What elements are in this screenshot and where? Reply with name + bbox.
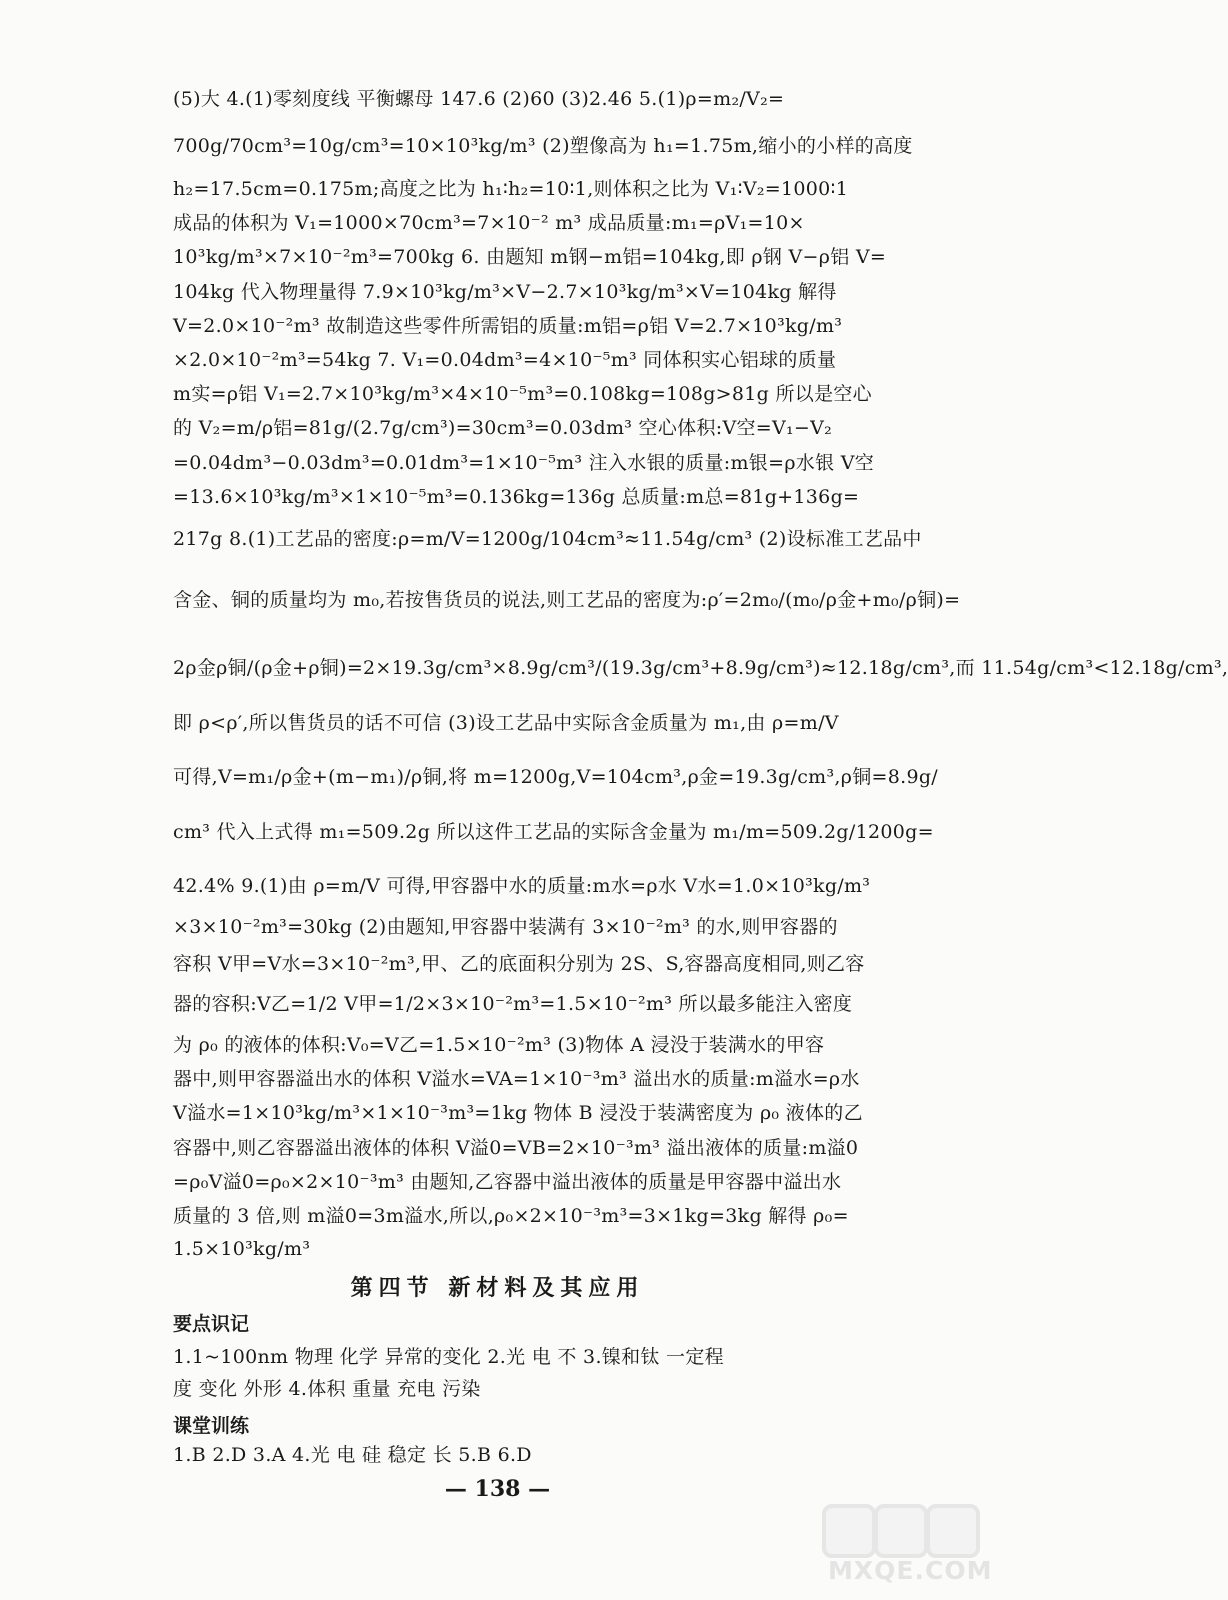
watermark [822,1500,993,1590]
text-line: 即 ρ<ρ′,所以售货员的话不可信 (3)设工艺品中实际含金质量为 m₁,由 ρ=m/V [173,712,839,734]
watermark-site: MXQE.COM [828,1556,993,1585]
text-line: 含金、铜的质量均为 m₀,若按售货员的说法,则工艺品的密度为:ρ′=2m₀/(m₀/ρ金+m₀/ρ铜)= [173,589,961,611]
text-line: ×3×10⁻²m³=30kg (2)由题知,甲容器中装满有 3×10⁻²m³ 的水,则甲容器的 [173,916,838,938]
page-number: — 138 — [444,1476,551,1502]
text-line: 器的容积:V乙=1/2 V甲=1/2×3×10⁻²m³=1.5×10⁻²m³ 所以最多能注入密度 [173,993,853,1015]
text-line: 器中,则甲容器溢出水的体积 V溢水=VA=1×10⁻³m³ 溢出水的质量:m溢水=ρ水 [173,1068,860,1090]
watermark-logo [822,1500,982,1556]
text-line: m实=ρ铝 V₁=2.7×10³kg/m³×4×10⁻⁵m³=0.108kg=108g>81g 所以是空心 [173,383,872,405]
text-line: 10³kg/m³×7×10⁻²m³=700kg 6. 由题知 m钢−m铝=104kg,即 ρ钢 V−ρ铝 V= [173,246,887,268]
text-line: 217g 8.(1)工艺品的密度:ρ=m/V=1200g/104cm³≈11.54g/cm³ (2)设标准工艺品中 [173,528,922,550]
text-line: 为 ρ₀ 的液体的体积:V₀=V乙=1.5×10⁻²m³ (3)物体 A 浸没于装满水的甲容 [173,1034,825,1056]
text-line: 可得,V=m₁/ρ金+(m−m₁)/ρ铜,将 m=1200g,V=104cm³,ρ金=19.3g/cm³,ρ铜=8.9g/ [173,766,939,788]
text-line: 质量的 3 倍,则 m溢0=3m溢水,所以,ρ₀×2×10⁻³m³=3×1kg=3kg 解得 ρ₀= [173,1205,849,1227]
text-line: 成品的体积为 V₁=1000×70cm³=7×10⁻² m³ 成品质量:m₁=ρV₁=10× [173,212,805,234]
text-line: 42.4% 9.(1)由 ρ=m/V 可得,甲容器中水的质量:m水=ρ水 V水=1.0×10³kg/m³ [173,875,871,897]
text-line: V溢水=1×10³kg/m³×1×10⁻³m³=1kg 物体 B 浸没于装满密度为 ρ₀ 液体的乙 [173,1102,863,1124]
text-line: 1.5×10³kg/m³ [173,1238,311,1260]
text-line: =0.04dm³−0.03dm³=0.01dm³=1×10⁻⁵m³ 注入水银的质量:m银=ρ水银 V空 [173,452,875,474]
text-line: 度 变化 外形 4.体积 重量 充电 污染 [173,1378,481,1400]
text-line: 104kg 代入物理量得 7.9×10³kg/m³×V−2.7×10³kg/m³×V=104kg 解得 [173,281,837,303]
text-line: 1.1~100nm 物理 化学 异常的变化 2.光 电 不 3.镍和钛 一定程 [173,1346,724,1368]
watermark-logo-tile [822,1504,876,1558]
text-line: 的 V₂=m/ρ铝=81g/(2.7g/cm³)=30cm³=0.03dm³ 空心体积:V空=V₁−V₂ [173,417,833,439]
text-line: (5)大 4.(1)零刻度线 平衡螺母 147.6 (2)60 (3)2.46 5.(1)ρ=m₂/V₂= [173,88,785,110]
text-line: 1.B 2.D 3.A 4.光 电 硅 稳定 长 5.B 6.D [173,1444,532,1466]
subsection-label-classroom-training: 课堂训练 [173,1415,250,1437]
watermark-logo-tile [926,1504,980,1558]
text-line: ×2.0×10⁻²m³=54kg 7. V₁=0.04dm³=4×10⁻⁵m³ 同体积实心铝球的质量 [173,349,837,371]
text-line: =ρ₀V溢0=ρ₀×2×10⁻³m³ 由题知,乙容器中溢出液体的质量是甲容器中溢出水 [173,1171,842,1193]
text-line: h₂=17.5cm=0.175m;高度之比为 h₁∶h₂=10∶1,则体积之比为 V₁∶V₂=1000∶1 [173,178,849,200]
text-line: 2ρ金ρ铜/(ρ金+ρ铜)=2×19.3g/cm³×8.9g/cm³/(19.3g/cm³+8.9g/cm³)≈12.18g/cm³,而 11.54g/cm³<12.18g/cm³, [173,657,1228,679]
subsection-label-key-points: 要点识记 [173,1313,250,1335]
text-line: 700g/70cm³=10g/cm³=10×10³kg/m³ (2)塑像高为 h₁=1.75m,缩小的小样的高度 [173,135,913,157]
section-heading: 第四节 新材料及其应用 [350,1275,645,1301]
text-line: =13.6×10³kg/m³×1×10⁻⁵m³=0.136kg=136g 总质量:m总=81g+136g= [173,486,860,508]
text-line: cm³ 代入上式得 m₁=509.2g 所以这件工艺品的实际含金量为 m₁/m=509.2g/1200g= [173,821,934,843]
text-line: 容积 V甲=V水=3×10⁻²m³,甲、乙的底面积分别为 2S、S,容器高度相同,则乙容 [173,953,865,975]
text-line: V=2.0×10⁻²m³ 故制造这些零件所需铝的质量:m铝=ρ铝 V=2.7×10³kg/m³ [173,315,843,337]
watermark-logo-tile [874,1504,928,1558]
text-line: 容器中,则乙容器溢出液体的体积 V溢0=VB=2×10⁻³m³ 溢出液体的质量:m溢0 [173,1137,859,1159]
